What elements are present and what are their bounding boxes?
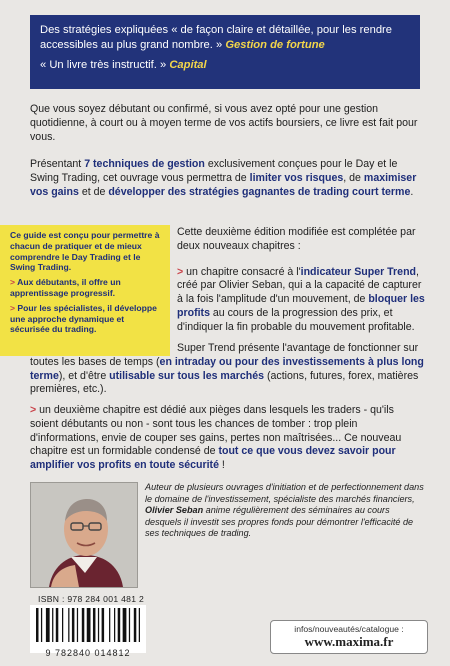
text-run: ), et d'être [58, 369, 110, 382]
text-run: , créé par Olivier Seban, qui a la capacité de capturer à la fois l'amplitude d'un mouvement, de [177, 265, 422, 306]
highlight-text: maximiser vos gains [30, 171, 417, 198]
edition-column [177, 226, 425, 335]
website-url[interactable]: www.maxima.fr [304, 634, 394, 649]
intro-paragraph: Que vous soyez débutant ou confirmé, si vous avez opté pour une gestion quotidienne, à court ou à moyen terme de vos actifs boursiers, ce livre est fait pour vous. [30, 103, 418, 143]
text-run: un deuxième chapitre est dédié aux pièges dans lesquels les traders - qu'ils soient débutants ou non - sont tous les chances de tomber : trop plein d'informations, envie de couper ses gains, pertes non maîtrisées... Ce nouveau chapitre est un formidable condensé de [30, 404, 402, 458]
chapter-super-trend [177, 266, 425, 335]
arrow-marker: > [10, 302, 16, 313]
highlight-text: bloquer les profits [177, 293, 425, 319]
text-run: ! [218, 459, 225, 472]
chapter-pitfalls [30, 404, 425, 473]
isbn-label: ISBN : 978 284 001 481 2 [38, 594, 145, 604]
quote-text: Des stratégies expliquées « de façon claire et détaillée, pour les rendre accessibles au plus grand nombre. » [40, 24, 392, 51]
quote-gestion-de-fortune [40, 23, 410, 52]
text-run: et de [78, 185, 109, 198]
highlight-text: développer des stratégies gagnantes de trading court terme [108, 185, 411, 198]
highlight-text: limiter vos risques [249, 171, 344, 184]
quote-source: Capital [169, 59, 207, 71]
author-bio [145, 482, 427, 540]
arrow-marker: > [177, 265, 184, 278]
author-photo [30, 482, 138, 588]
text-run: Auteur de plusieurs ouvrages d'initiation et de perfectionnement dans le domaine de l'investissement, spécialiste des marchés financiers, [145, 482, 424, 504]
text-run: Pour les spécialistes, il développe une approche dynamique et sécurisée du trading. [10, 302, 157, 335]
author-name: Olivier Seban [145, 505, 204, 516]
highlight-text: en intraday ou pour des investissements à plus long terme [30, 355, 424, 382]
edition-intro: Cette deuxième édition modifiée est complétée par deux nouveaux chapitres : [177, 226, 416, 252]
arrow-marker: > [30, 404, 37, 416]
website-box[interactable] [270, 620, 428, 654]
guide-summary-box [0, 225, 170, 356]
barcode-icon [30, 605, 146, 643]
techniques-paragraph [30, 158, 425, 199]
highlight-text: indicateur Super Trend [300, 265, 417, 278]
highlight-text: utilisable sur tous les marchés [109, 369, 265, 382]
text-run: anime régulièrement des séminaires au cours desquels il investit ses propres fonds pour démontrer l'efficacité de ses techniques de trading. [145, 505, 414, 539]
guide-purpose: Ce guide est conçu pour permettre à chacun de pratiquer et de mieux comprendre le Day Trading et le Swing Trading. [10, 230, 160, 273]
barcode-digits: 9 782840 014812 [45, 648, 131, 658]
author-portrait-icon [31, 483, 137, 587]
highlight-text: 7 techniques de gestion [84, 158, 205, 170]
text-run: , de [343, 171, 364, 184]
super-trend-paragraph [30, 342, 425, 397]
website-path: infos/nouveautés/catalogue : [294, 624, 404, 634]
text-run: Aux débutants, il offre un apprentissage progressif. [10, 277, 121, 298]
quote-capital [40, 58, 410, 73]
text-run: un chapitre consacré à l' [183, 265, 301, 278]
text-run: . [410, 185, 414, 198]
text-run: au cours de la progression des prix, et d'indiquer la fin probable du mouvement profitable. [177, 306, 415, 333]
barcode [30, 605, 146, 658]
text-run: (actions, futures, forex, matières premières, etc.). [30, 369, 419, 396]
text-run: Super Trend présente l'avantage de fonctionner sur toutes les bases de temps ( [30, 342, 419, 368]
arrow-marker: > [10, 277, 16, 288]
text-run: Présentant [30, 158, 85, 170]
specialists-point [10, 303, 160, 335]
quote-text: « Un livre très instructif. » [40, 59, 167, 71]
quote-source: Gestion de fortune [225, 38, 325, 51]
highlight-text: tout ce que vous devez savoir pour amplifier vos profits en toute sécurité [30, 445, 396, 472]
text-run: exclusivement conçues pour le Day et le Swing Trading, cet ouvrage vous permettra de [30, 158, 398, 184]
press-quotes-box [30, 15, 420, 89]
beginners-point [10, 277, 160, 299]
